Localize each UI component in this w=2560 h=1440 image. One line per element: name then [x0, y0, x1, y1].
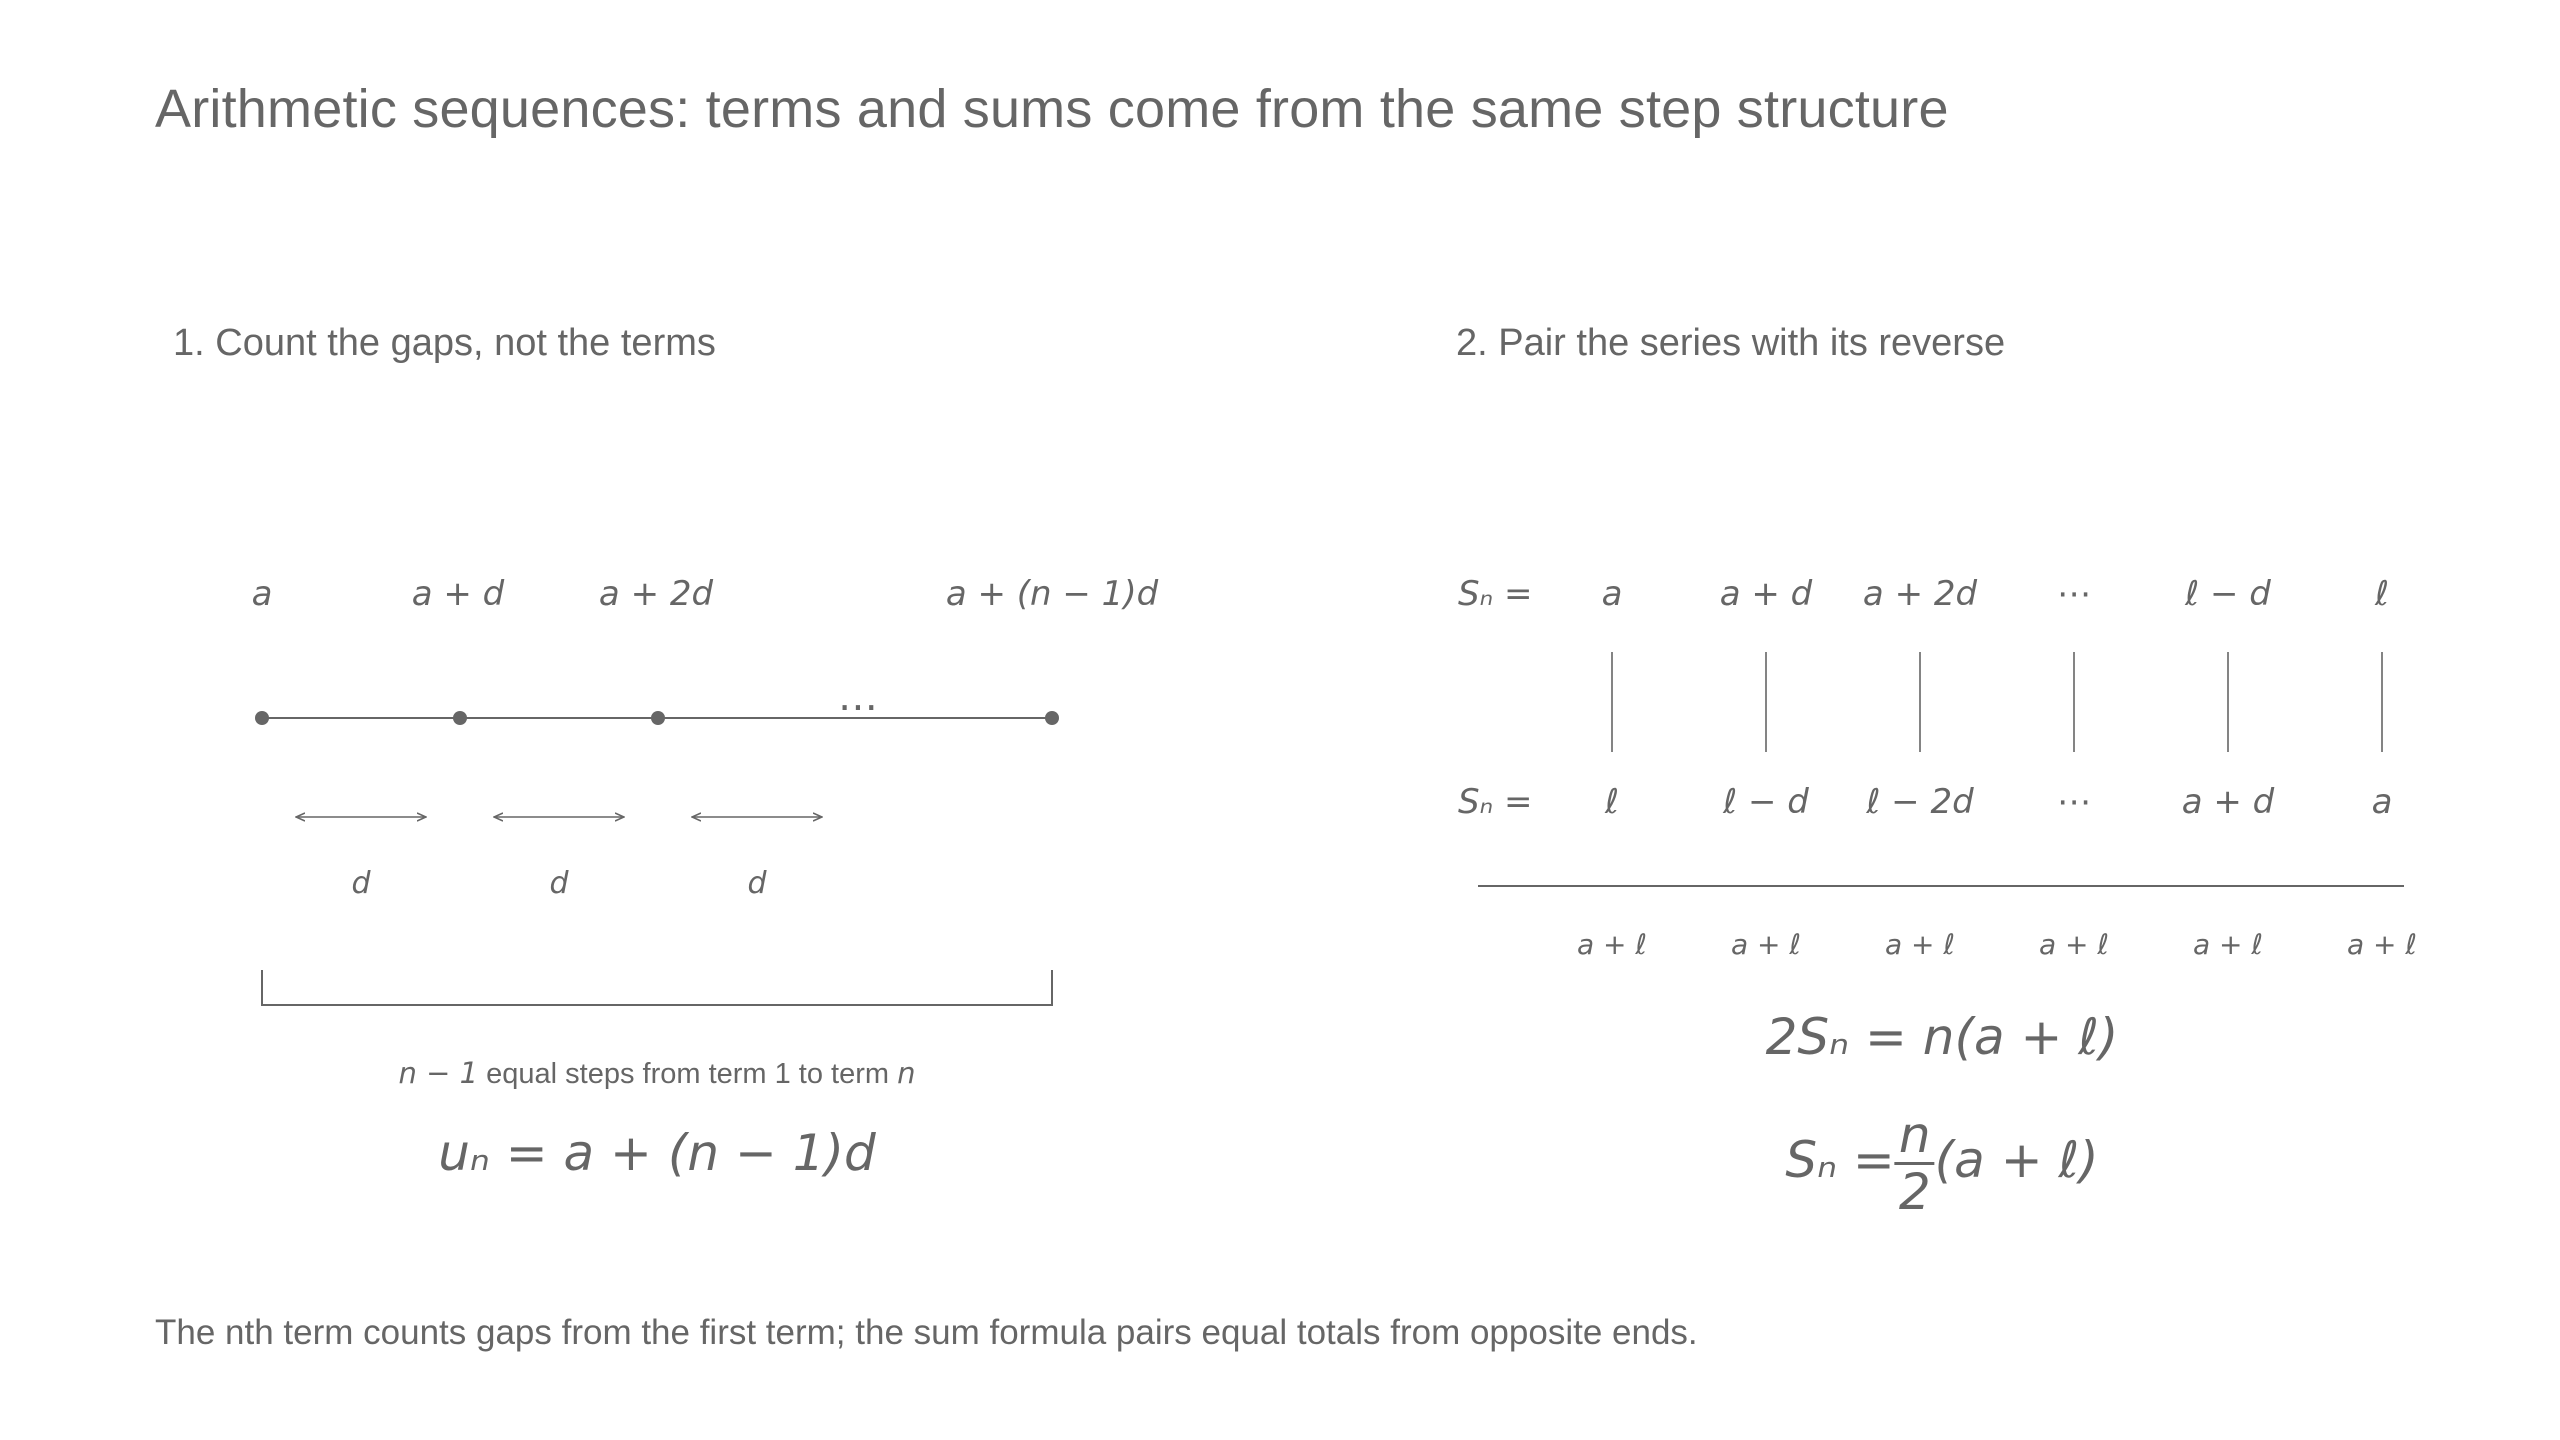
row2-term-3: ℓ − 2d	[1866, 782, 1974, 822]
steps-bracket	[262, 970, 1052, 1005]
term-dot-n	[1045, 711, 1059, 725]
term-dot-3	[651, 711, 665, 725]
pair-sum-5: a + ℓ	[2193, 928, 2263, 961]
term-label-3: a + 2d	[598, 574, 714, 614]
page-title: Arithmetic sequences: terms and sums come from the same step structure	[155, 79, 1949, 139]
pair-sum-4: a + ℓ	[2039, 928, 2109, 961]
panel2-heading: 2. Pair the series with its reverse	[1456, 322, 2006, 364]
gap-label-1: d	[351, 866, 371, 901]
fraction-numerator: n	[1895, 1110, 1935, 1165]
row1-term-3: a + 2d	[1862, 574, 1978, 614]
steps-caption	[398, 1056, 915, 1091]
caption-n: n	[897, 1056, 916, 1090]
row1-term-5: ℓ − d	[2185, 574, 2271, 614]
term-dot-2	[453, 711, 467, 725]
row2-term-5: a + d	[2181, 782, 2275, 822]
sum-formula	[1785, 1106, 2099, 1221]
footer-note: The nth term counts gaps from the first term; the sum formula pairs equal totals from opposite ends.	[155, 1313, 1698, 1352]
row2-label: Sₙ =	[1458, 782, 1533, 822]
fraction-denominator: 2	[1898, 1163, 1931, 1221]
nth-term-formula: uₙ = a + (n − 1)d	[438, 1124, 876, 1182]
term-label-n: a + (n − 1)d	[945, 574, 1159, 614]
row1-label: Sₙ =	[1458, 574, 1533, 614]
pair-sum-6: a + ℓ	[2347, 928, 2417, 961]
row2-term-1: ℓ	[1604, 782, 1620, 822]
number-line-ellipsis: ⋯	[838, 684, 878, 730]
row1-term-6: ℓ	[2374, 574, 2390, 614]
row2-term-6: a	[2371, 782, 2393, 822]
pair-sum-2: a + ℓ	[1731, 928, 1801, 961]
row2-term-2: ℓ − d	[1723, 782, 1809, 822]
gap-label-2: d	[549, 866, 569, 901]
row1-term-4: ⋯	[2057, 574, 2091, 614]
sum-formula-left: Sₙ =	[1785, 1131, 1895, 1189]
pair-sum-3: a + ℓ	[1885, 928, 1955, 961]
panel1-heading: 1. Count the gaps, not the terms	[173, 322, 716, 364]
term-label-1: a	[251, 574, 273, 614]
double-sum-formula: 2Sₙ = n(a + ℓ)	[1765, 1008, 2119, 1066]
gap-label-3: d	[747, 866, 767, 901]
sum-formula-right: (a + ℓ)	[1934, 1131, 2099, 1189]
row2-term-4: ⋯	[2057, 782, 2091, 822]
sum-formula-fraction	[1895, 1106, 1935, 1221]
row1-term-2: a + d	[1719, 574, 1813, 614]
term-dot-1	[255, 711, 269, 725]
pair-sum-1: a + ℓ	[1577, 928, 1647, 961]
caption-text: equal steps from term 1 to term	[478, 1058, 898, 1090]
caption-n-minus-1: n − 1	[398, 1056, 479, 1090]
row1-term-1: a	[1601, 574, 1623, 614]
term-label-2: a + d	[411, 574, 505, 614]
